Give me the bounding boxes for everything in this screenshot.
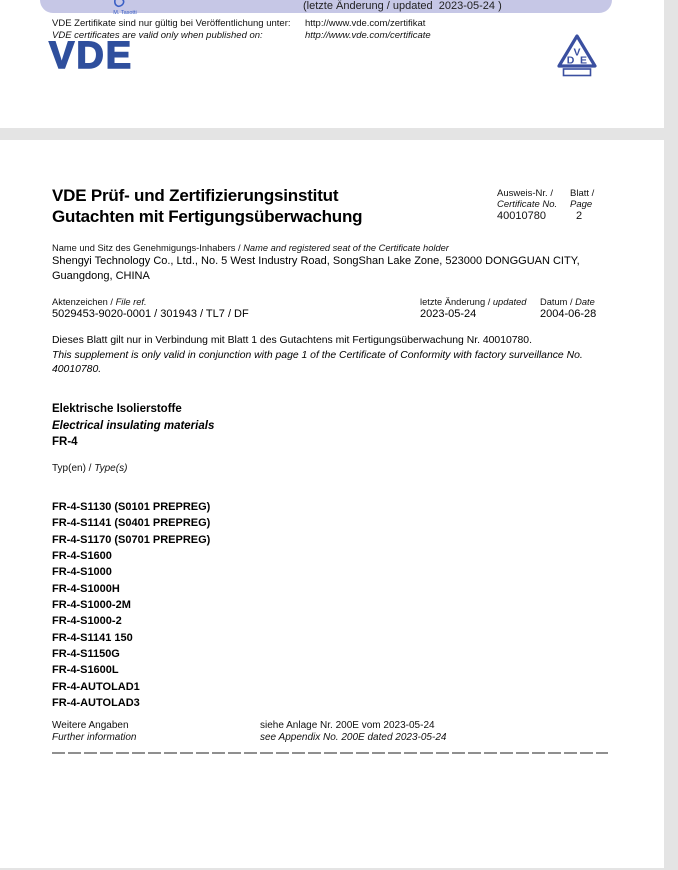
date-label-de: Datum / (540, 297, 576, 307)
file-ref-value: 5029453-9020-0001 / 301943 / TL7 / DF (52, 308, 249, 320)
updated-label (420, 297, 526, 307)
page-title-line1: VDE Prüf- und Zertifizierungsinstitut (52, 186, 339, 205)
type-item: FR-4-S1170 (S0701 PREPREG) (52, 533, 211, 546)
type-item: FR-4-S1150G (52, 648, 120, 661)
types-label-de: Typ(en) / (52, 463, 95, 474)
types-label-en: Type(s) (94, 463, 128, 474)
page-title (52, 186, 362, 227)
updated-band-text: (letzte Änderung / updated 2023-05-24 ) (303, 0, 502, 12)
updated-label-de: letzte Änderung / (420, 297, 493, 307)
further-value-en: see Appendix No. 200E dated 2023-05-24 (260, 732, 447, 743)
triangle-letter-v: V (573, 46, 581, 59)
vde-triangle-mark-icon (554, 33, 600, 79)
page-number-value: 2 (576, 210, 583, 222)
file-ref-label-de: Aktenzeichen / (52, 297, 116, 307)
validity-note-de: Dieses Blatt gilt nur in Verbindung mit Blatt 1 des Gutachtens mit Fertigungsüberwachung Nr. 40010780. (52, 335, 532, 346)
product-class: FR-4 (52, 436, 78, 448)
holder-label-de: Name und Sitz des Genehmigungs-Inhabers / (52, 243, 244, 253)
type-item: FR-4-S1000H (52, 582, 120, 595)
type-item: FR-4-S1600L (52, 664, 119, 677)
page-title-line2: Gutachten mit Fertigungsüberwachung (52, 206, 363, 226)
certificate-number-value: 40010780 (497, 210, 546, 222)
date-label (540, 297, 595, 307)
vde-logo: VDE (49, 35, 134, 77)
type-item: FR-4-S1000 (52, 566, 112, 579)
type-item: FR-4-AUTOLAD1 (52, 680, 140, 693)
certificate-number-block (497, 189, 557, 222)
holder-address: Shengyi Technology Co., Ltd., No. 5 West Industry Road, SongShan Lake Zone, 523000 DONGGUAN CITY, Guangdong, CHINA (52, 255, 580, 282)
page-number-label-de: Blatt / (570, 188, 595, 199)
product-heading (52, 401, 214, 451)
date-value: 2004-06-28 (540, 308, 597, 320)
triangle-letter-e: E (579, 54, 588, 67)
validity-line-de: VDE Zertifikate sind nur gültig bei Veröffentlichung unter: (52, 18, 291, 29)
certificate-number-label-en: Certificate No. (497, 198, 558, 210)
further-label-en: Further information (52, 732, 137, 743)
type-item: FR-4-S1141 150 (52, 631, 133, 644)
type-item: FR-4-S1600 (52, 550, 112, 563)
signature-name: M. Tasotti (113, 10, 137, 16)
date-label-en: Date (575, 297, 595, 307)
product-heading-en: Electrical insulating materials (52, 419, 215, 432)
page-number-label-en: Page (570, 198, 593, 210)
product-heading-de: Elektrische Isolierstoffe (52, 403, 182, 415)
file-ref-label-en: File ref. (115, 297, 147, 307)
validity-note-en: This supplement is only valid in conjunction with page 1 of the Certificate of Conformity with factory surveillance No. 40010780. (52, 350, 583, 375)
type-item: FR-4-AUTOLAD3 (52, 697, 140, 710)
further-value-de: siehe Anlage Nr. 200E vom 2023-05-24 (260, 720, 435, 731)
holder-label-en: Name and registered seat of the Certificate holder (243, 243, 449, 253)
triangle-letter-d: D (566, 54, 575, 67)
holder-label (52, 243, 449, 253)
page-1-bottom (0, 0, 664, 128)
dashed-separator (52, 752, 608, 754)
page-2 (0, 140, 664, 868)
validity-line-en: VDE certificates are valid only when published on: (52, 29, 263, 41)
types-list (52, 499, 210, 711)
page-separator (0, 128, 678, 140)
further-label-de: Weitere Angaben (52, 720, 129, 731)
updated-label-en: updated (492, 297, 527, 307)
certificate-url-de[interactable]: http://www.vde.com/zertifikat (305, 18, 426, 29)
updated-value: 2023-05-24 (420, 308, 477, 320)
page-number-block (570, 189, 594, 222)
type-item: FR-4-S1000-2 (52, 615, 122, 628)
type-item: FR-4-S1000-2M (52, 599, 131, 612)
file-ref-label (52, 297, 147, 307)
type-item: FR-4-S1130 (S0101 PREPREG) (52, 501, 211, 513)
validity-url-column (305, 18, 431, 41)
type-item: FR-4-S1141 (S0401 PREPREG) (52, 517, 211, 530)
types-label (52, 463, 127, 474)
signature-stroke-icon (112, 0, 130, 9)
certificate-url-en[interactable]: http://www.vde.com/certificate (305, 29, 431, 41)
certificate-number-label-de: Ausweis-Nr. / (497, 188, 553, 199)
